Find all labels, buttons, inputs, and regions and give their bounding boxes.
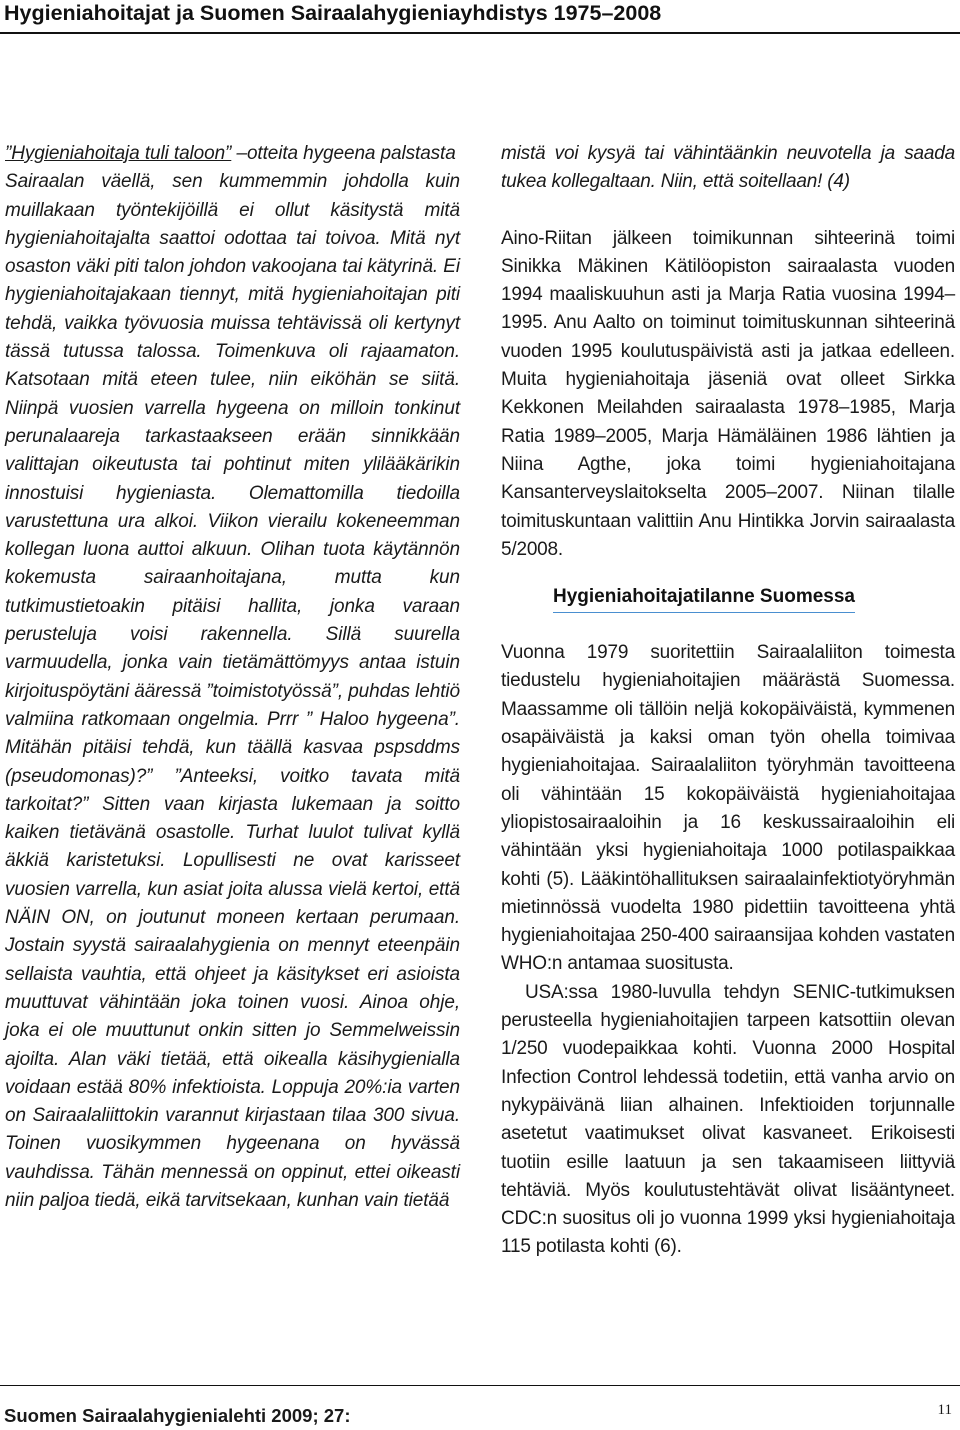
quote-subtitle: –otteita hygeena palstasta	[231, 143, 456, 164]
page-header-title: Hygieniahoitajat ja Suomen Sairaalahygieniayhdistys 1975–2008	[4, 1, 662, 25]
right-column	[501, 140, 955, 1262]
paragraph-spacer	[501, 197, 955, 225]
quote-ending: mistä voi kysyä tai vähintäänkin neuvotella ja saada tukea kollegaltaan. Niin, että soitellaan! (4)	[501, 143, 955, 193]
header-divider	[0, 32, 960, 34]
paragraph-committee: Aino-Riitan jälkeen toimikunnan sihteerinä toimi Sinikka Mäkinen Kätilöopiston sairaalasta vuoden 1994 maaliskuuhun asti ja Marja Ratia vuosina 1994–1995. Anu Aalto on toiminut toimituskunnan sihteerinä vuoden 1995 koulutuspäivistä asti ja jatkaa edelleen. Muita hygieniahoitaja jäseniä ovat olleet Sirkka Kekkonen Meilahden sairaalasta 1978–1985, Marja Ratia 1989–2005, Marja Hämäläinen 1986 lähtien ja Niina Agthe, joka toimi hygieniahoitajana Kansanterveyslaitokselta 2005–2007. Niinan tilalle toimituskuntaan valittiin Anu Hintikka Jorvin sairaalasta 5/2008.	[501, 227, 955, 560]
heading-spacer	[501, 613, 955, 639]
left-column	[5, 140, 460, 1215]
journal-citation: Suomen Sairaalahygienialehti 2009; 27:	[4, 1405, 351, 1426]
quote-article	[5, 140, 460, 1215]
quote-body: Sairaalan väellä, sen kummemmin johdolla kuin muillakaan työntekijöillä ei ollut käsitystä mitä hygieniahoitajalta saattoi odottaa tai toivoa. Mitä nyt osaston väki piti talon johdon vakoojana tai kätyrinä. Ei hygieniahoitajakaan tiennyt, mitä hygieniahoitajan piti tehdä, vaikka työvuosia muissa tehtävissä oli kertynyt tässä tutussa talossa. Toimenkuva oli rajaamaton. Katsotaan mitä eteen tulee, niin eiköhän se siitä. Niinpä vuosien varrella hygeena on milloin tonkinut perunalaareja tarkastaakseen erään sinnikkään valittajan oikeutusta tai pohtinut miten ylilääkärikin innostuisi hygieniasta. Olemattomilla tiedoilla varustettuna ura alkoi. Viikon vierailu kokeneemman kollegan luona auttoi alkuun. Olihan tuota käytännön kokemusta sairaanhoitajana, mutta kun tutkimustietoakin pitäisi hallita, jonka varaan perusteluja voisi rakennella. Sillä suurella varmuudella, jonka vain tietämättömyys antaa istuin kirjoituspöytäni ääressä ”toimistotyössä”, puhdas lehtiö valmiina ratkomaan ongelmia. Prrr ” Haloo hygeena”. Mitähän pitäisi tehdä, kun täällä kasvaa pspsddms (pseudomonas)?” ”Anteeksi, voitko tavata mitä tarkoitat?” Sitten vaan kirjasta lukemaan ja soitto kaiken tietävänä osastolle. Turhat luulot tulivat kyllä äkkiä karistetuksi. Lopullisesti ne ovat karisseet vuosien varrella, kun asiat joita alussa vielä kertoi, että NÄIN ON, on joutunut moneen kertaan perumaan. Jostain syystä sairaalahygienia on mennyt eteenpäin sellaista vauhtia, että ohjeet ja käsitykset eri asioista muuttuvat vähintään joka toinen vuosi. Ainoa ohje, joka ei ole muuttunut onkin sitten jo Semmelweissin ajoilta. Alan väki tietää, että oikealla käsihygienialla voidaan estää 80% infektioista. Loppuja 20%:ia varten on Sairaalaliittokin varannut kirjastaan tilaa 300 sivua. Toinen vuosikymmen hygeenana on hyvässä vauhdissa. Tähän mennessä on oppinut, ettei oikeasti niin paljoa tiedä, eikä tarvitsekaan, kunhan vain tietää	[5, 171, 460, 1211]
quote-title: ”Hygieniahoitaja tuli taloon”	[5, 143, 232, 164]
paragraph-finland-1979: Vuonna 1979 suoritettiin Sairaalaliiton toimesta tiedustelu hygieniahoitajien määrästä Suomessa. Maassamme oli tällöin neljä kokopäiväistä, kymmenen osapäiväistä ja kaksi oman työn ohella toimivaa hygieniahoitajaa. Sairaalaliiton työryhmän tavoitteena oli vähintään 15 kokopäiväistä hygieniahoitajaa yliopistosairaaloihin ja 16 keskussairaaloihin eli vähintään yksi hygieniahoitaja 1000 potilaspaikkaa kohti (5). Lääkintöhallituksen sairaalainfektiotyöryhmän mietinnössä vuodelta 1980 pidettiin tavoitteena yhtä hygieniahoitajaa 250-400 sairaansijaa kohden vastaten WHO:n antamaa suositusta.	[501, 642, 955, 975]
page-number: 11	[937, 1402, 952, 1418]
section-heading: Hygieniahoitajatilanne Suomessa	[553, 584, 855, 613]
paragraph-usa-senic: USA:ssa 1980-luvulla tehdyn SENIC-tutkimuksen perusteella hygieniahoitajien tarpeen katsottiin olevan 1/250 vuodepaikkaa kohti. Vuonna 2000 Hospital Infection Control lehdessä todetiin, että vanha arvio on nykypäivänä liian alhainen. Infektioiden torjunnalle asetetut vaatimukset olivat kasvaneet. Erikoisesti tuotiin esille laatuun ja sen takaamiseen liittyviä tehtäviä. Myös koulutustehtävät olivat lisääntyneet. CDC:n suositus oli jo vuonna 1999 yksi hygieniahoitaja 115 potilasta kohti (6).	[501, 981, 955, 1258]
footer-divider	[0, 1385, 960, 1386]
